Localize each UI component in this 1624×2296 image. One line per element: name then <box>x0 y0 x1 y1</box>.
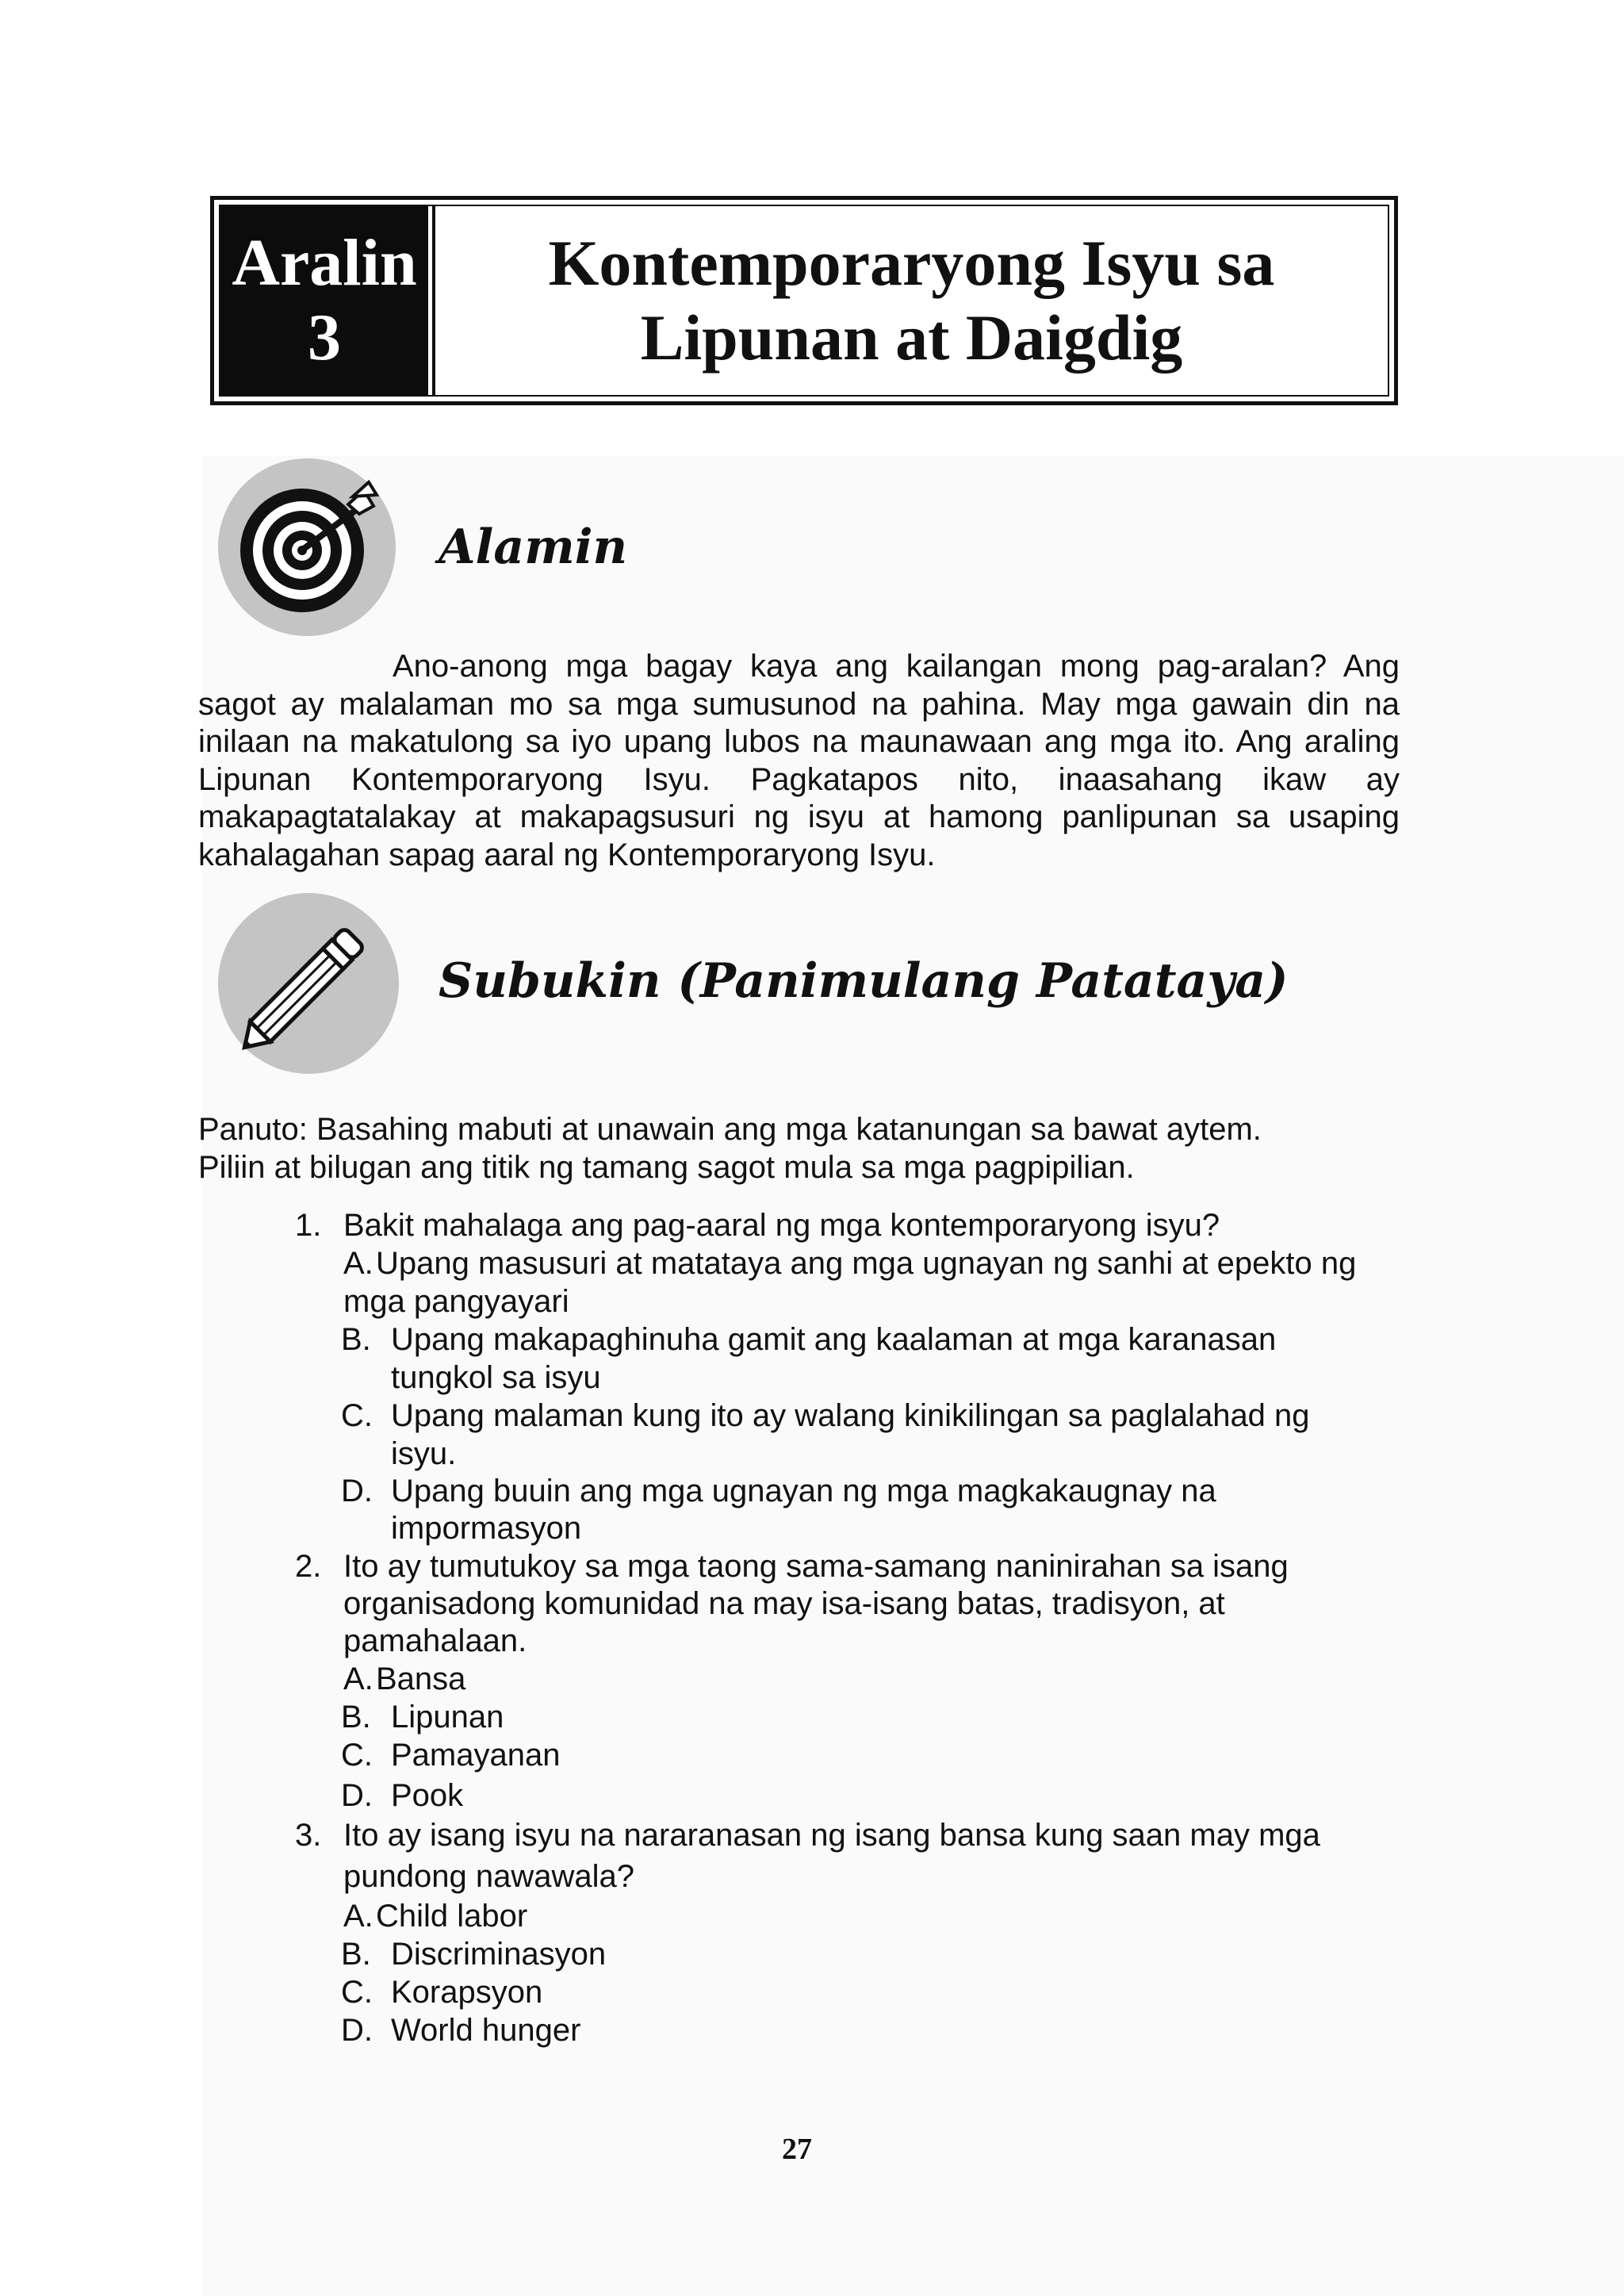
question-text: Bakit mahalaga ang pag-aaral ng mga kontemporaryong isyu? <box>343 1208 1220 1243</box>
question-number: 1. <box>295 1208 322 1243</box>
choice-text: Child labor <box>376 1899 528 1934</box>
choice-text: Pook <box>391 1778 464 1813</box>
choice-letter: A. <box>343 1246 373 1281</box>
subukin-heading: Subukin (Panimulang Patataya) <box>439 953 1289 1009</box>
choice-text: Bansa <box>376 1662 466 1696</box>
lesson-title-line1: Kontemporaryong Isyu sa <box>548 227 1275 299</box>
lesson-title-box <box>210 196 1398 405</box>
alamin-paragraph-text: Ano-anong mga bagay kaya ang kailangan mong pag-aralan? Ang sagot ay malalaman mo sa mga sumusunod na pahina. May mga gawain din na inilaan na makatulong sa iyo upang lubos na maunawaan ang mga ito. Ang araling Lipunan Kontemporaryong Isyu. Pagkatapos nito, inaasahang ikaw ay makapagtatalakay at makapagsusuri ng isyu at hamong panlipunan sa usaping kahalagahan sapag aaral ng Kontemporaryong Isyu. <box>198 649 1400 872</box>
alamin-heading: Alamin <box>439 519 628 575</box>
aralin-number: 3 <box>308 301 341 374</box>
choice-letter: A. <box>343 1899 373 1934</box>
question-text: Ito ay tumutukoy sa mga taong sama-samang naninirahan sa isang <box>343 1549 1289 1584</box>
lesson-title-line2: Lipunan at Daigdig <box>640 301 1183 374</box>
panuto-line2: Piliin at bilugan ang titik ng tamang sagot mula sa mga pagpipilian. <box>198 1150 1135 1185</box>
question-text: pamahalaan. <box>343 1623 527 1658</box>
question-text: organisadong komunidad na may isa-isang batas, tradisyon, at <box>343 1586 1225 1621</box>
choice-letter: A. <box>343 1662 373 1696</box>
aralin-badge <box>220 206 431 395</box>
choice-text: tungkol sa isyu <box>391 1360 601 1395</box>
target-icon <box>218 458 396 636</box>
choice-text: isyu. <box>391 1436 457 1471</box>
question-number: 2. <box>295 1549 322 1584</box>
question-text: pundong nawawala? <box>343 1859 634 1894</box>
choice-letter: D. <box>341 1474 373 1508</box>
panuto-line1: Panuto: Basahing mabuti at unawain ang mga katanungan sa bawat aytem. <box>198 1112 1262 1147</box>
choice-text: mga pangyayari <box>343 1284 569 1319</box>
alamin-paragraph <box>198 648 1400 874</box>
choice-text: Pamayanan <box>391 1738 561 1773</box>
choice-letter: B. <box>341 1322 371 1357</box>
lesson-title <box>432 206 1388 395</box>
pencil-icon <box>218 893 399 1074</box>
question-text: Ito ay isang isyu na nararanasan ng isang bansa kung saan may mga <box>343 1818 1320 1853</box>
choice-letter: D. <box>341 2013 373 2048</box>
question-number: 3. <box>295 1818 322 1853</box>
choice-letter: B. <box>341 1700 371 1734</box>
choice-text: Upang malaman kung ito ay walang kinikilingan sa paglalahad ng <box>391 1398 1310 1433</box>
choice-text: Discriminasyon <box>391 1937 607 1972</box>
choice-letter: C. <box>341 1398 373 1433</box>
lesson-title-inner <box>219 205 1389 397</box>
choice-letter: D. <box>341 1778 373 1813</box>
choice-text: Upang makapaghinuha gamit ang kaalaman at mga karanasan <box>391 1322 1277 1357</box>
choice-text: World hunger <box>391 2013 581 2048</box>
choice-text: Upang masusuri at matataya ang mga ugnayan ng sanhi at epekto ng <box>376 1246 1357 1281</box>
choice-text: impormasyon <box>391 1511 582 1546</box>
choice-text: Korapsyon <box>391 1975 543 2010</box>
choice-letter: C. <box>341 1975 373 2010</box>
aralin-word: Aralin <box>232 226 417 300</box>
choice-text: Lipunan <box>391 1700 504 1734</box>
choice-text: Upang buuin ang mga ugnayan ng mga magkakaugnay na <box>391 1474 1216 1508</box>
page-number: 27 <box>782 2133 812 2166</box>
choice-letter: B. <box>341 1937 371 1972</box>
choice-letter: C. <box>341 1738 373 1773</box>
